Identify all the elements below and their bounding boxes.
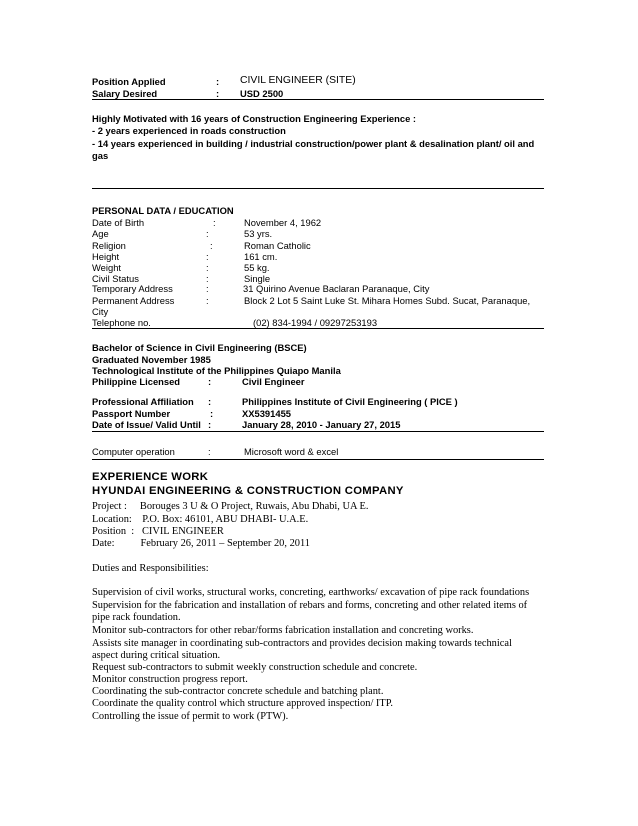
duty-line: Supervision of civil works, structural works, concreting, earthworks/ excavation of pipe rack foundations: [92, 587, 530, 598]
personal-label: Height: [92, 251, 120, 262]
duties-heading: Duties and Responsibilities:: [92, 563, 209, 574]
summary-item: - 14 years experienced in building / industrial construction/power plant & desalination plant/ oil and: [92, 138, 535, 149]
date-line: Date: February 26, 2011 – September 20, 2011: [92, 538, 310, 549]
personal-label: Civil Status: [92, 273, 139, 284]
licensed-label: Philippine Licensed: [92, 376, 181, 387]
colon: :: [208, 376, 212, 387]
personal-value: 55 kg.: [244, 262, 270, 273]
summary-item-cont: gas: [92, 150, 109, 161]
telephone-label: Telephone no.: [92, 317, 151, 328]
issue-label: Date of Issue/ Valid Until: [92, 419, 201, 430]
company-name: HYUNDAI ENGINEERING & CONSTRUCTION COMPANY: [92, 485, 404, 497]
divider: [92, 459, 544, 460]
duty-line: Assists site manager in coordinating sub-contractors and provides decision making towards technical: [92, 638, 512, 649]
divider: [92, 431, 544, 432]
personal-label: Weight: [92, 262, 122, 273]
colon: :: [206, 273, 209, 284]
location-line: Location: P.O. Box: 46101, ABU DHABI- U.A.E.: [92, 514, 309, 525]
personal-value: Roman Catholic: [244, 240, 311, 251]
duty-line: aspect during critical situation.: [92, 650, 221, 661]
duty-line: Controlling the issue of permit to work (PTW).: [92, 711, 289, 722]
colon: :: [208, 446, 211, 457]
personal-value-cont: City: [92, 306, 109, 317]
skills-label: Computer operation: [92, 446, 175, 457]
position-colon: :: [216, 76, 220, 87]
duty-line: Coordinate the quality control which structure approved inspection/ ITP.: [92, 698, 393, 709]
colon: :: [206, 283, 209, 294]
colon: :: [206, 262, 209, 273]
salary-colon: :: [216, 88, 220, 99]
skills-value: Microsoft word & excel: [244, 446, 339, 457]
divider: [92, 328, 544, 329]
education-school: Technological Institute of the Philippines Quiapo Manila: [92, 365, 341, 376]
personal-value: November 4, 1962: [244, 217, 322, 228]
personal-value: 53 yrs.: [244, 228, 273, 239]
personal-value: Single: [244, 273, 271, 284]
position-line: Position : CIVIL ENGINEER: [92, 526, 224, 537]
divider: [92, 99, 544, 100]
duty-line: Monitor sub-contractors for other rebar/forms fabrication installation and concreting works.: [92, 625, 474, 636]
personal-value: Block 2 Lot 5 Saint Luke St. Mihara Homes Subd. Sucat, Paranaque,: [244, 295, 531, 306]
personal-label: Religion: [92, 240, 126, 251]
duty-line: pipe rack foundation.: [92, 612, 181, 623]
duty-line: Coordinating the sub-contractor concrete schedule and batching plant.: [92, 686, 384, 697]
education-degree: Bachelor of Science in Civil Engineering (BSCE): [92, 342, 307, 353]
salary-label: Salary Desired: [92, 88, 158, 99]
passport-value: XX5391455: [242, 408, 292, 419]
issue-value: January 28, 2010 - January 27, 2015: [242, 419, 401, 430]
colon: :: [210, 240, 213, 251]
personal-heading: PERSONAL DATA / EDUCATION: [92, 205, 234, 216]
summary-lead: Highly Motivated with 16 years of Construction Engineering Experience :: [92, 113, 417, 124]
summary-item: - 2 years experienced in roads construction: [92, 125, 286, 136]
personal-value: 31 Quirino Avenue Baclaran Paranaque, City: [243, 283, 430, 294]
colon: :: [208, 419, 212, 430]
colon: :: [206, 228, 209, 239]
colon: :: [206, 251, 209, 262]
affiliation-label: Professional Affiliation: [92, 396, 194, 407]
affiliation-value: Philippines Institute of Civil Engineering ( PICE ): [242, 396, 458, 407]
colon: :: [208, 396, 212, 407]
duty-line: Supervision for the fabrication and installation of rebars and forms, concreting and other related items of: [92, 600, 528, 611]
passport-label: Passport Number: [92, 408, 171, 419]
colon: :: [213, 217, 216, 228]
duty-line: Request sub-contractors to submit weekly construction schedule and concrete.: [92, 662, 418, 673]
project-line: Project : Borouges 3 U & O Project, Ruwais, Abu Dhabi, UA E.: [92, 501, 369, 512]
personal-label: Temporary Address: [92, 283, 173, 294]
telephone-value: (02) 834-1994 / 09297253193: [253, 317, 378, 328]
experience-heading: EXPERIENCE WORK: [92, 471, 209, 483]
position-label: Position Applied: [92, 76, 166, 87]
personal-label: Age: [92, 228, 109, 239]
salary-value: USD 2500: [240, 88, 284, 99]
personal-value: 161 cm.: [244, 251, 278, 262]
personal-label: Date of Birth: [92, 217, 145, 228]
education-graduated: Graduated November 1985: [92, 354, 211, 365]
licensed-value: Civil Engineer: [242, 376, 305, 387]
divider: [92, 188, 544, 189]
duty-line: Monitor construction progress report.: [92, 674, 248, 685]
colon: :: [210, 408, 214, 419]
personal-label: Permanent Address: [92, 295, 175, 306]
position-value: CIVIL ENGINEER (SITE): [240, 75, 356, 86]
colon: :: [206, 295, 209, 306]
